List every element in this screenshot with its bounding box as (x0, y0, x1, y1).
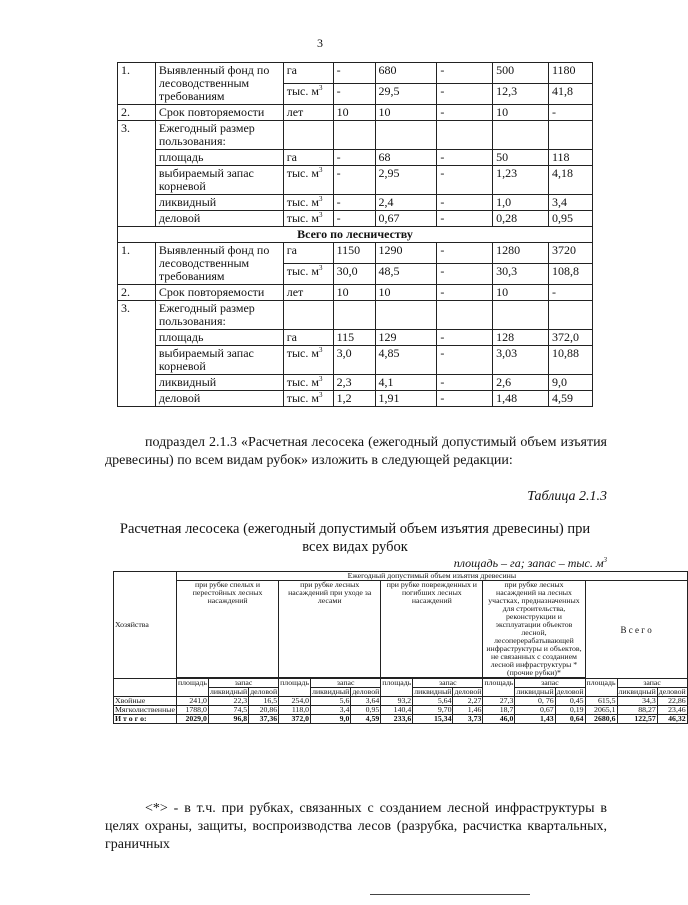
table-cell: 2,6 (493, 375, 549, 391)
table-cell: 254,0 (279, 697, 311, 706)
table-cell: выбираемый запас корневой (155, 166, 283, 195)
table-row: выбираемый запас корневой тыс. $м^3$ - 2,95 - 1,23 4,18 (118, 166, 593, 195)
table-cell: 615,5 (585, 697, 617, 706)
table-row (118, 121, 593, 150)
table-cell: площадь (176, 679, 208, 697)
table-cell: 233,6 (381, 715, 413, 724)
table-cell: - (437, 330, 493, 346)
table-cell: 41,8 (548, 84, 592, 105)
bottom-rule (370, 894, 530, 895)
table-cell: - (333, 63, 375, 84)
table-cell: 2,27 (453, 697, 483, 706)
table-caption: Таблица 2.1.3 (527, 489, 607, 504)
table-cell: 12,3 (493, 84, 549, 105)
table-cell: 15,34 (413, 715, 453, 724)
table-cell: запас (208, 679, 278, 688)
table-cell: 1290 (375, 243, 437, 264)
table-cell: запас (515, 679, 585, 688)
table-cell: - (548, 285, 592, 301)
table-cell: площадь (381, 679, 413, 697)
table-cell: И т о г о: (114, 715, 177, 724)
table-cell: 128 (493, 330, 549, 346)
table-cell: 3,73 (453, 715, 483, 724)
table-cell: выбираемый запас корневой (155, 346, 283, 375)
table-cell: - (437, 391, 493, 407)
table-cell: 0,67 (515, 706, 555, 715)
table-cell: площадь (483, 679, 515, 697)
table-cell: запас (617, 679, 687, 688)
table-cell: - (333, 166, 375, 195)
table-cell: 1,2 (333, 391, 375, 407)
table-cell: площадь (585, 679, 617, 697)
table-section-row (118, 227, 593, 243)
table-cell: 0, 76 (515, 697, 555, 706)
table-cell: - (437, 211, 493, 227)
table-cell: - (437, 84, 493, 105)
table-cell: 1,23 (493, 166, 549, 195)
table-cell: запас (311, 679, 381, 688)
table-cell: при рубке лесных насаждений при уходе за лесами (279, 581, 381, 678)
table-cell: 10 (333, 285, 375, 301)
table-total-row (114, 715, 688, 724)
table-cell: площадь (279, 679, 311, 697)
page-number: 3 (317, 36, 323, 50)
table-cell: 9,70 (413, 706, 453, 715)
table-header-row (114, 581, 688, 678)
table-cell: 48,5 (375, 264, 437, 285)
table-cell: 3,4 (548, 195, 592, 211)
table-cell: 4,59 (351, 715, 381, 724)
table-cell: 50 (493, 150, 549, 166)
table-cell: - (437, 166, 493, 195)
header-allowed: Ежегодный допустимый объем изъятия древесины (176, 572, 687, 581)
table-cell: 46,32 (657, 715, 687, 724)
table-cell: 2. (118, 285, 156, 301)
table-cell: деловой (155, 211, 283, 227)
table-cell: 93,2 (381, 697, 413, 706)
table-cell: деловой (556, 687, 584, 696)
table-cell: деловой (454, 687, 482, 696)
table-cell: В с е г о (585, 581, 687, 679)
table-cell: 10,88 (548, 346, 592, 375)
table-cell: - (333, 150, 375, 166)
table-cell: 4,59 (548, 391, 592, 407)
table-cell: 108,8 (548, 264, 592, 285)
table-cell: Ежегодный размер пользования: (155, 301, 283, 330)
table-cell: 3,4 (311, 706, 351, 715)
table-cell: 0,45 (555, 697, 585, 706)
table-row: тыс. $м^3$ - 29,5 - 12,3 41,8 (118, 84, 593, 105)
table-cell: га (283, 150, 333, 166)
table-row: ликвидный тыс. $м^3$ - 2,4 - 1,0 3,4 (118, 195, 593, 211)
table-cell: 20,86 (249, 706, 279, 715)
table-row (118, 301, 593, 330)
header-farm: Хозяйства (114, 572, 177, 679)
table-cell: 500 (493, 63, 549, 84)
table-cell: 22,86 (657, 697, 687, 706)
table-cell: 1180 (548, 63, 592, 84)
table-cell: 3. (118, 121, 156, 227)
table-cell: 680 (375, 63, 437, 84)
table-cell: 115 (333, 330, 375, 346)
table-cell: - (437, 150, 493, 166)
table-cell: 1,46 (453, 706, 483, 715)
units-note: площадь – га; запас – тыс. $м^3$ (453, 556, 607, 570)
table-cell: 3,03 (493, 346, 549, 375)
table-cell: Хвойные (114, 697, 177, 706)
table-cell: ликвидный (414, 687, 452, 696)
table-cell: деловой (658, 687, 686, 696)
table-cell: - (437, 105, 493, 121)
footnote: <*> - в т.ч. при рубках, связанных с созданием лесной инфраструктуры в целях охраны, защиты, воспроизводства лесов (разрубка, расчистка квартальных, граничных (105, 801, 607, 852)
table-cell: 1788,0 (176, 706, 208, 715)
table-cell: 68 (375, 150, 437, 166)
table-cell: 5,6 (311, 697, 351, 706)
table-cell: 2,4 (375, 195, 437, 211)
table-cell: 9,0 (548, 375, 592, 391)
table-cell: площадь (155, 150, 283, 166)
table-cell: 122,57 (617, 715, 657, 724)
table-cell: ликвидный (618, 687, 656, 696)
table-cell: - (333, 84, 375, 105)
table-cell: 1280 (493, 243, 549, 264)
table-cell: га (283, 243, 333, 264)
table-cell: лет (283, 285, 333, 301)
table-cell: 2029,0 (176, 715, 208, 724)
table-cell: Ежегодный размер пользования: (155, 121, 283, 150)
table-header-row (114, 679, 688, 688)
table-cell: 16,5 (249, 697, 279, 706)
table-cell: Срок повторяемости (155, 105, 283, 121)
table-cell: при рубке спелых и перестойных лесных насаждений (176, 581, 278, 678)
table-cell: 27,3 (483, 697, 515, 706)
table-cell: при рубке поврежденных и погибших лесных насаждений (381, 581, 483, 678)
table-cell: 0,64 (555, 715, 585, 724)
table-cell: 74,5 (208, 706, 248, 715)
table-cell: 23,46 (657, 706, 687, 715)
table-cell: 4,18 (548, 166, 592, 195)
table-row (118, 285, 593, 301)
table-cell: 88,27 (617, 706, 657, 715)
table-cell: запас (413, 679, 483, 688)
table-cell: - (437, 375, 493, 391)
table-row (118, 330, 593, 346)
table-row: выбираемый запас корневой тыс. $м^3$ 3,0 4,85 - 3,03 10,88 (118, 346, 593, 375)
table-cell: - (437, 243, 493, 264)
table-cell: - (333, 195, 375, 211)
table-cell: 3,64 (351, 697, 381, 706)
table-cell: лет (283, 105, 333, 121)
table-cell: 129 (375, 330, 437, 346)
table-cell: Выявленный фонд по лесоводственным требованиям (155, 63, 283, 105)
table-cell: 22,3 (208, 697, 248, 706)
table-cell: 2,95 (375, 166, 437, 195)
table-cell: 372,0 (548, 330, 592, 346)
table-cell: 10 (375, 105, 437, 121)
table-cell: 10 (333, 105, 375, 121)
table-cell: при рубке лесных насаждений на лесных участках, предназначенных для строительства, реконструкции и эксплуатации объектов лесной, лесоперерабатывающей инфраструктуры и объектов, не связанных с созданием лесной инфраструктуры * (прочие рубки)* (483, 581, 585, 678)
table-cell: 1,0 (493, 195, 549, 211)
table-cell: 0,67 (375, 211, 437, 227)
table-cell: 0,95 (548, 211, 592, 227)
table-row (118, 105, 593, 121)
table-cell: 2,3 (333, 375, 375, 391)
table-title: Расчетная лесосека (ежегодный допустимый объем изъятия древесины) при всех видах рубок (119, 521, 591, 555)
table-main (113, 571, 688, 724)
table-row: деловой тыс. $м^3$ 1,2 1,91 - 1,48 4,59 (118, 391, 593, 407)
section-title: Всего по лесничеству (118, 227, 593, 243)
table-cell: - (437, 264, 493, 285)
table-cell: ликвидный (209, 687, 248, 696)
table-cell: 1,48 (493, 391, 549, 407)
table-cell: 118 (548, 150, 592, 166)
amendment-paragraph: подраздел 2.1.3 «Расчетная лесосека (ежегодный допустимый объем изъятия древесины) по всем видам рубок» изложить в следующей редакции: (105, 435, 607, 468)
table-cell: 3,0 (333, 346, 375, 375)
table-cell: 1. (118, 63, 156, 105)
table-cell: 4,1 (375, 375, 437, 391)
table-cell: - (333, 211, 375, 227)
table-cell: 140,4 (381, 706, 413, 715)
table-cell: 37,36 (249, 715, 279, 724)
table-cell: 1. (118, 243, 156, 285)
table-cell: 5,64 (413, 697, 453, 706)
table-cell: деловой (250, 687, 278, 696)
table-cell: площадь (155, 330, 283, 346)
table-cell: 34,3 (617, 697, 657, 706)
table-cell: ликвидный (155, 195, 283, 211)
table-cell: 0,19 (555, 706, 585, 715)
table-cell: Срок повторяемости (155, 285, 283, 301)
table-cell: 18,7 (483, 706, 515, 715)
table-cell: 30,3 (493, 264, 549, 285)
table-row: тыс. $м^3$ 30,0 48,5 - 30,3 108,8 (118, 264, 593, 285)
table-cell: - (437, 285, 493, 301)
table-cell: 2065,1 (585, 706, 617, 715)
table-cell: ликвидный (312, 687, 350, 696)
table-cell: 29,5 (375, 84, 437, 105)
table-cell: 30,0 (333, 264, 375, 285)
table-cell: 2680,6 (585, 715, 617, 724)
table-cell: 0,28 (493, 211, 549, 227)
table-row (118, 243, 593, 264)
table-cell: 2. (118, 105, 156, 121)
table-row: деловой тыс. $м^3$ - 0,67 - 0,28 0,95 (118, 211, 593, 227)
table-cell: 1,91 (375, 391, 437, 407)
table-cell: деловой (352, 687, 380, 696)
table-cell: - (548, 105, 592, 121)
table-cell: 372,0 (279, 715, 311, 724)
table-cell: 3720 (548, 243, 592, 264)
table-cell: га (283, 330, 333, 346)
table-cell: 4,85 (375, 346, 437, 375)
table-cell: 46,0 (483, 715, 515, 724)
table-cell: ликвидный (516, 687, 554, 696)
table-cell: - (437, 63, 493, 84)
table-cell: 118,0 (279, 706, 311, 715)
table-cell: 10 (375, 285, 437, 301)
table-top (117, 62, 593, 407)
table-row (118, 63, 593, 84)
table-row: ликвидный тыс. $м^3$ 2,3 4,1 - 2,6 9,0 (118, 375, 593, 391)
table-cell: 1150 (333, 243, 375, 264)
table-row (118, 150, 593, 166)
table-cell: 10 (493, 285, 549, 301)
table-cell: 1,43 (515, 715, 555, 724)
table-cell: деловой (155, 391, 283, 407)
table-cell: 9,0 (311, 715, 351, 724)
table-cell: Мягколиственные (115, 705, 175, 714)
table-cell: га (283, 63, 333, 84)
table-cell: 0,95 (351, 706, 381, 715)
table-cell: - (437, 195, 493, 211)
table-cell: 96,8 (208, 715, 248, 724)
table-cell: 3. (118, 301, 156, 407)
table-cell: 241,0 (176, 697, 208, 706)
table-cell: ликвидный (155, 375, 283, 391)
table-cell: - (437, 346, 493, 375)
table-cell: Выявленный фонд по лесоводственным требованиям (155, 243, 283, 285)
table-cell: 10 (493, 105, 549, 121)
